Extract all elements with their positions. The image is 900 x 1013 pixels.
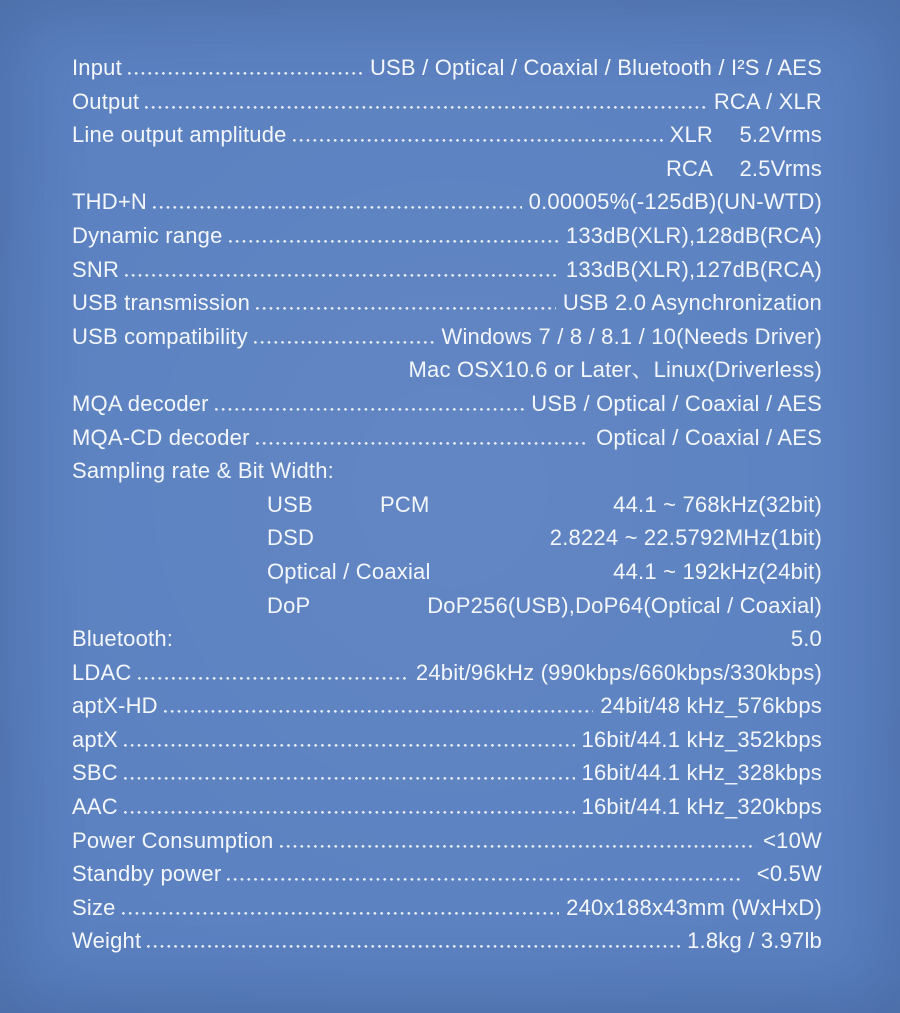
spec-label: SBC [72, 760, 118, 786]
spec-value-group [666, 152, 822, 186]
spec-value: USB / Optical / Coaxial / Bluetooth / I²S / AES [369, 55, 822, 80]
dotted-leader [164, 710, 594, 713]
dotted-leader [254, 341, 435, 344]
spec-label: Size [72, 894, 116, 920]
spec-value-group [596, 421, 822, 455]
dotted-leader [128, 72, 363, 75]
spec-value-group [563, 286, 822, 320]
spec-row [72, 824, 822, 858]
spec-label: Sampling rate & Bit Width: [72, 458, 334, 484]
spec-label: THD+N [72, 189, 147, 215]
spec-value-group [613, 488, 822, 522]
spec-label: Optical / Coaxial [267, 558, 431, 584]
spec-label: MQA decoder [72, 390, 209, 416]
spec-value-group [408, 353, 822, 387]
spec-row [72, 656, 822, 690]
spec-value: 24bit/48 kHz_576kbps [600, 693, 822, 719]
spec-value: USB 2.0 Asynchronization [562, 290, 822, 316]
spec-row [72, 353, 822, 387]
spec-label: SNR [72, 256, 120, 282]
dotted-leader [256, 442, 589, 445]
spec-row [72, 723, 822, 757]
spec-value-group [714, 85, 822, 119]
spec-value-secondary: 2.5Vrms [739, 155, 822, 181]
dotted-leader [124, 811, 575, 814]
spec-value-group [600, 689, 822, 723]
spec-label: USB compatibility [72, 323, 248, 349]
spec-row [72, 51, 822, 85]
spec-label: Output [72, 88, 140, 114]
spec-value-group [566, 219, 822, 253]
spec-value: RCA / XLR [713, 88, 822, 114]
spec-value: 16bit/44.1 kHz_352kbps [581, 726, 822, 752]
spec-row [72, 521, 822, 555]
spec-value-group [529, 185, 822, 219]
dotted-leader [147, 945, 680, 948]
spec-value-group [613, 555, 822, 589]
spec-value: USB / Optical / Coaxial / AES [531, 390, 822, 416]
spec-value-group [687, 924, 822, 958]
spec-row [72, 488, 822, 522]
spec-row [72, 924, 822, 958]
spec-value-group [566, 253, 822, 287]
spec-value: 0.00005%(-125dB)(UN-WTD) [528, 189, 822, 215]
spec-value-group [582, 723, 822, 757]
spec-value-group [582, 790, 822, 824]
spec-value-group [550, 521, 822, 555]
spec-row [72, 219, 822, 253]
spec-value: 16bit/44.1 kHz_320kbps [581, 794, 822, 820]
spec-row [72, 555, 822, 589]
dotted-leader [122, 912, 560, 915]
spec-label: Dynamic range [72, 222, 223, 248]
spec-value: 44.1 ~ 768kHz(32bit) [613, 491, 822, 517]
spec-label: USB [267, 491, 313, 517]
dotted-leader [280, 845, 757, 848]
spec-value-group [416, 656, 822, 690]
spec-label: MQA-CD decoder [72, 424, 250, 450]
spec-row [72, 589, 822, 623]
spec-value-group [531, 387, 822, 421]
spec-value-group [427, 589, 822, 623]
spec-value: 24bit/96kHz (990kbps/660kbps/330kbps) [415, 659, 822, 685]
spec-label: Bluetooth: [72, 626, 174, 652]
spec-label: DoP [267, 592, 311, 618]
spec-row [72, 387, 822, 421]
spec-label: Standby power [72, 861, 222, 887]
spec-rows-list [72, 51, 822, 958]
spec-value: DoP256(USB),DoP64(Optical / Coaxial) [427, 592, 822, 618]
spec-row [72, 85, 822, 119]
dotted-leader [256, 307, 556, 310]
spec-label: aptX-HD [72, 693, 158, 719]
spec-row [72, 286, 822, 320]
spec-value: XLR [669, 122, 713, 148]
spec-label: AAC [72, 794, 118, 820]
spec-label: USB transmission [72, 290, 251, 316]
dotted-leader [124, 777, 575, 780]
spec-value: Optical / Coaxial / AES [596, 424, 822, 450]
spec-value: 2.8224 ~ 22.5792MHz(1bit) [549, 525, 822, 551]
dotted-leader [229, 240, 559, 243]
spec-label: Power Consumption [72, 827, 274, 853]
spec-value: 5.0 [790, 626, 822, 652]
spec-label: aptX [72, 726, 119, 752]
spec-value-group [441, 320, 822, 354]
dotted-leader [124, 744, 574, 747]
dotted-leader [125, 274, 559, 277]
spec-value-group [750, 857, 822, 891]
spec-value-group [763, 824, 822, 858]
spec-row [72, 253, 822, 287]
spec-row [72, 790, 822, 824]
spec-value-group [582, 756, 822, 790]
spec-row [72, 320, 822, 354]
spec-row [72, 891, 822, 925]
spec-row [72, 454, 822, 488]
spec-row [72, 421, 822, 455]
dotted-leader [293, 139, 663, 142]
spec-value: RCA [665, 155, 713, 181]
spec-value-group [670, 118, 822, 152]
dotted-leader [215, 408, 525, 411]
spec-label: Weight [72, 928, 142, 954]
spec-value-group [566, 891, 822, 925]
spec-label: DSD [267, 525, 315, 551]
dotted-leader [227, 878, 743, 881]
spec-value: 1.8kg / 3.97lb [687, 928, 822, 954]
spec-value-group [791, 622, 822, 656]
spec-row [72, 185, 822, 219]
spec-value: 133dB(XLR),127dB(RCA) [565, 256, 822, 282]
spec-value: Mac OSX10.6 or Later、Linux(Driverless) [408, 357, 822, 383]
spec-sublabel: PCM [380, 491, 430, 517]
dotted-leader [138, 677, 409, 680]
spec-value: 44.1 ~ 192kHz(24bit) [613, 558, 822, 584]
spec-value: Windows 7 / 8 / 8.1 / 10(Needs Driver) [441, 323, 822, 349]
spec-value: 16bit/44.1 kHz_328kbps [581, 760, 822, 786]
dotted-leader [153, 206, 522, 209]
spec-row [72, 622, 822, 656]
spec-row [72, 857, 822, 891]
spec-value: 240x188x43mm (WxHxD) [566, 894, 822, 920]
spec-value-group [370, 51, 822, 85]
spec-value: <10W [763, 827, 822, 853]
spec-label: Line output amplitude [72, 122, 287, 148]
spec-value: <0.5W [750, 861, 822, 887]
spec-label: Input [72, 55, 122, 80]
spec-label: LDAC [72, 659, 132, 685]
spec-row [72, 152, 822, 186]
spec-value-secondary: 5.2Vrms [739, 122, 822, 148]
spec-row [72, 689, 822, 723]
spec-value: 133dB(XLR),128dB(RCA) [565, 222, 822, 248]
dotted-leader [145, 106, 707, 109]
spec-row [72, 118, 822, 152]
spec-row [72, 756, 822, 790]
